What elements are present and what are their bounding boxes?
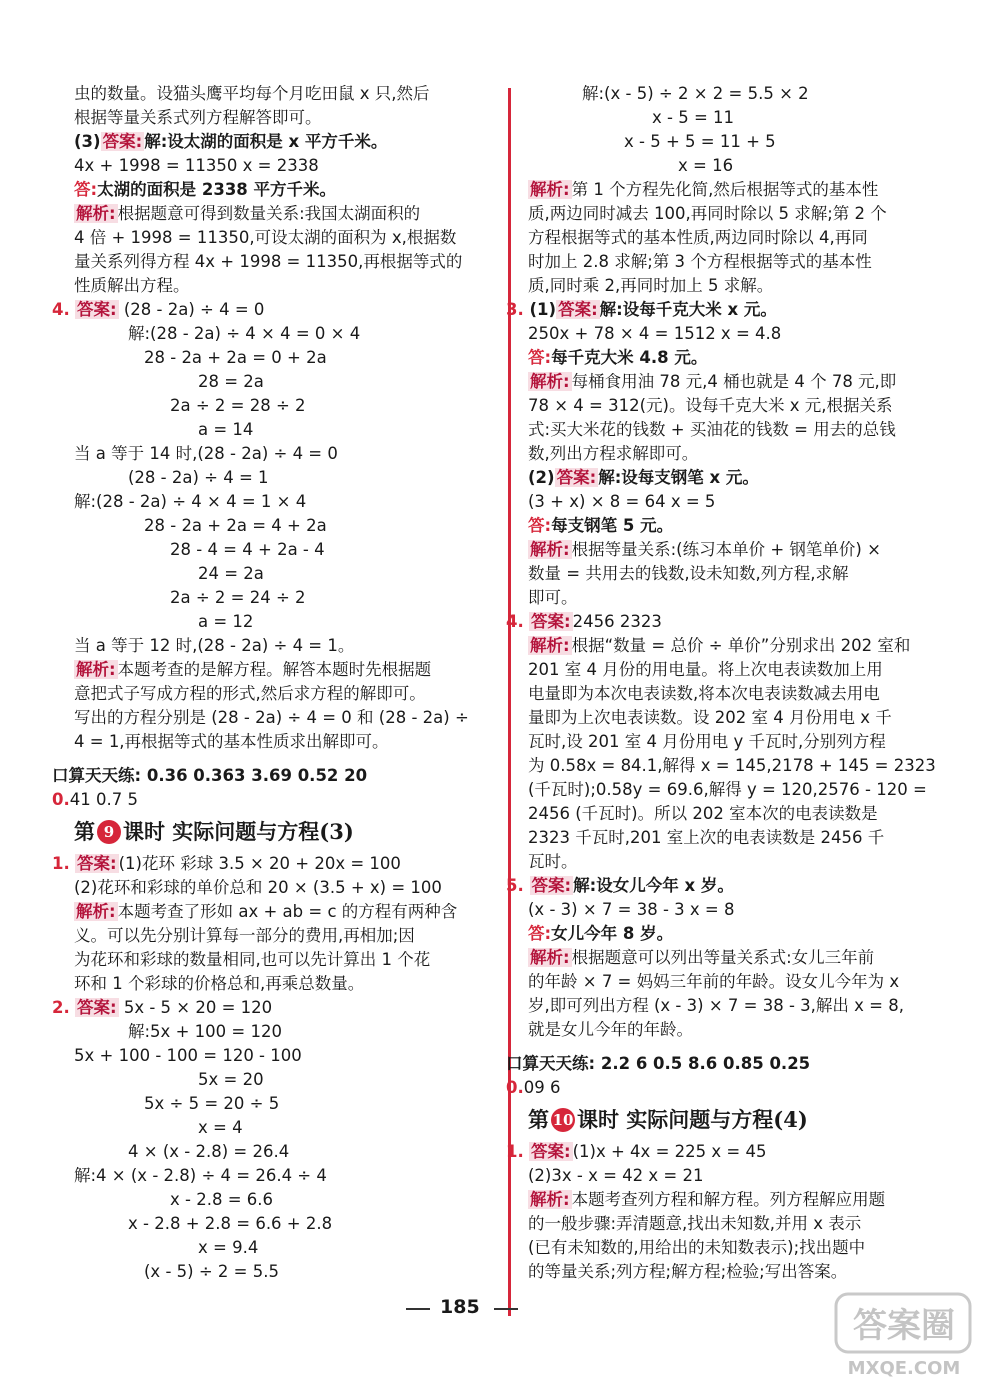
text-line: 2a ÷ 2 = 24 ÷ 2 [170, 588, 306, 607]
text-line: 解析: 本题考查了形如 ax + ab = c 的方程有两种含 [76, 902, 458, 921]
text-line: 250x + 78 × 4 = 1512 x = 4.8 [528, 324, 782, 343]
text-line: 时加上 2.8 求解;第 3 个方程根据等式的基本性 [528, 252, 872, 271]
text-line: 解析: 每桶食用油 78 元,4 桶也就是 4 个 78 元,即 [530, 372, 897, 391]
text-line: 解析: 根据题意可得到数量关系:我国太湖面积的 [76, 204, 421, 223]
text-line: 201 室 4 月份的用电量。将上次电表读数加上用 [528, 660, 883, 679]
text-line: 解:(x - 5) ÷ 2 × 2 = 5.5 × 2 [582, 84, 809, 103]
text-line: 量关系列得方程 4x + 1998 = 11350,再根据等式的 [74, 252, 463, 271]
watermark-logo [834, 1288, 974, 1384]
text-line: x - 5 + 5 = 11 + 5 [624, 132, 776, 151]
text-line: x - 2.8 + 2.8 = 6.6 + 2.8 [128, 1214, 333, 1233]
text-line: 2323 千瓦时,201 室上次的电表读数是 2456 千 [528, 828, 885, 847]
text-line: 岁,即可列出方程 (x - 3) × 7 = 38 - 3,解出 x = 8, [528, 996, 904, 1015]
text-line: x - 2.8 = 6.6 [170, 1190, 274, 1209]
text-line: a = 12 [198, 612, 254, 631]
lesson-heading: 第 9 课时 实际问题与方程(3) [74, 819, 354, 844]
text-line: 3. (1) 答案: 解:设每千克大米 x 元。 [506, 300, 777, 319]
right-column [506, 82, 966, 1284]
text-line: 0.09 6 [506, 1078, 561, 1097]
text-line: 当 a 等于 14 时,(28 - 2a) ÷ 4 = 0 [74, 444, 338, 463]
text-line: (3) 答案: 解:设太湖的面积是 x 平方千米。 [74, 132, 388, 151]
text-line: 5. 答案: 解:设女儿今年 x 岁。 [506, 876, 734, 895]
text-line: (已有未知数的,用给出的未知数表示);找出题中 [528, 1238, 866, 1257]
left-column [52, 82, 514, 1284]
text-line: 答:每支钢笔 5 元。 [528, 516, 674, 535]
text-line [528, 1042, 966, 1052]
text-line: x = 16 [678, 156, 734, 175]
text-line: 解:(28 - 2a) ÷ 4 × 4 = 0 × 4 [128, 324, 361, 343]
text-line: 4. 答案: 2456 2323 [506, 612, 662, 631]
text-line: 2a ÷ 2 = 28 ÷ 2 [170, 396, 306, 415]
text-line: 当 a 等于 12 时,(28 - 2a) ÷ 4 = 1。 [74, 636, 355, 655]
text-line: 解:5x + 100 = 120 [128, 1022, 282, 1041]
watermark-url: MXQE.COM [847, 1358, 961, 1379]
text-line: 1. 答案: (1)x + 4x = 225 x = 45 [506, 1142, 767, 1161]
text-line: 就是女儿今年的年龄。 [528, 1020, 693, 1039]
text-line: a = 14 [198, 420, 254, 439]
text-line: 性质解出方程。 [74, 276, 190, 295]
text-line [74, 754, 514, 764]
text-line: 写出的方程分别是 (28 - 2a) ÷ 4 = 0 和 (28 - 2a) ÷ [74, 708, 469, 727]
text-line: x - 5 = 11 [652, 108, 735, 127]
text-line: 5x + 100 - 100 = 120 - 100 [74, 1046, 302, 1065]
text-line: 为 0.58x = 84.1,解得 x = 145,2178 + 145 = 2323 [528, 756, 936, 775]
text-line: 意把式子写成方程的形式,然后求方程的解即可。 [74, 684, 426, 703]
text-line: 数,列出方程求解即可。 [528, 444, 699, 463]
text-line: x = 9.4 [198, 1238, 259, 1257]
text-line: 口算天天练: 0.36 0.363 3.69 0.52 20 [52, 766, 368, 785]
text-line: 2456 (千瓦时)。所以 202 室本次的电表读数是 [528, 804, 878, 823]
text-line: 28 = 2a [198, 372, 264, 391]
text-line: (2)花环和彩球的单价总和 20 × (3.5 + x) = 100 [74, 878, 442, 897]
page-number: 185 [440, 1296, 480, 1318]
text-line: 4. 答案: (28 - 2a) ÷ 4 = 0 [52, 300, 265, 319]
text-line: 量即为上次电表读数。设 202 室 4 月份用电 x 千 [528, 708, 892, 727]
text-line: 4x + 1998 = 11350 x = 2338 [74, 156, 319, 175]
text-line: 28 - 2a + 2a = 0 + 2a [144, 348, 327, 367]
text-line: 电量即为本次电表读数,将本次电表读数减去用电 [528, 684, 880, 703]
text-line: 解:4 × (x - 2.8) ÷ 4 = 26.4 ÷ 4 [74, 1166, 327, 1185]
text-line: x = 4 [198, 1118, 243, 1137]
text-line: 解析: 第 1 个方程先化简,然后根据等式的基本性 [530, 180, 879, 199]
lesson-heading: 第 10 课时 实际问题与方程(4) [528, 1107, 808, 1132]
text-line: 虫的数量。设猫头鹰平均每个月吃田鼠 x 只,然后 [74, 84, 430, 103]
text-line: 答:太湖的面积是 2338 平方千米。 [74, 180, 337, 199]
text-line: 即可。 [528, 588, 578, 607]
text-line: 28 - 2a + 2a = 4 + 2a [144, 516, 327, 535]
text-line: 瓦时,设 201 室 4 月份用电 y 千瓦时,分别列方程 [528, 732, 886, 751]
text-line: 2. 答案: 5x - 5 × 20 = 120 [52, 998, 273, 1017]
text-line: 质,同时乘 2,再同时加上 5 求解。 [528, 276, 774, 295]
text-line: (x - 5) ÷ 2 = 5.5 [144, 1262, 279, 1281]
text-line: 的等量关系;列方程;解方程;检验;写出答案。 [528, 1262, 848, 1281]
text-line: 解析: 本题考查列方程和解方程。列方程解应用题 [530, 1190, 886, 1209]
text-line: (x - 3) × 7 = 38 - 3 x = 8 [528, 900, 735, 919]
text-line: 24 = 2a [198, 564, 264, 583]
text-line: 0.41 0.7 5 [52, 790, 138, 809]
text-line: 4 倍 + 1998 = 11350,可设太湖的面积为 x,根据数 [74, 228, 457, 247]
text-line: 口算天天练: 2.2 6 0.5 8.6 0.85 0.25 [506, 1054, 811, 1073]
text-line: 解:(28 - 2a) ÷ 4 × 4 = 1 × 4 [74, 492, 307, 511]
text-line: 方程根据等式的基本性质,两边同时除以 4,再同 [528, 228, 868, 247]
text-line: 为花环和彩球的数量相同,也可以先计算出 1 个花 [74, 950, 431, 969]
text-line: 1. 答案: (1)花环 彩球 3.5 × 20 + 20x = 100 [52, 854, 401, 873]
text-line: 义。可以先分别计算每一部分的费用,再相加;因 [74, 926, 415, 945]
watermark-text: 答案圈 [853, 1306, 955, 1346]
text-line: 解析: 根据题意可以列出等量关系式:女儿三年前 [530, 948, 875, 967]
text-line: (千瓦时);0.58y = 69.6,解得 y = 120,2576 - 120 = [528, 780, 927, 799]
text-line: 4 × (x - 2.8) = 26.4 [128, 1142, 290, 1161]
text-line: 5x = 20 [198, 1070, 264, 1089]
text-line: 28 - 4 = 4 + 2a - 4 [170, 540, 325, 559]
text-line: 解析: 根据“数量 = 总价 ÷ 单价”分别求出 202 室和 [530, 636, 911, 655]
text-line: 环和 1 个彩球的价格总和,再乘总数量。 [74, 974, 365, 993]
text-line: 答:每千克大米 4.8 元。 [528, 348, 708, 367]
text-line: 4 = 1,再根据等式的基本性质求出解即可。 [74, 732, 389, 751]
text-line: 5x ÷ 5 = 20 ÷ 5 [144, 1094, 280, 1113]
text-line: (2)3x - x = 42 x = 21 [528, 1166, 704, 1185]
text-line: 78 × 4 = 312(元)。设每千克大米 x 元,根据关系 [528, 396, 893, 415]
text-line: 解析: 本题考查的是解方程。解答本题时先根据题 [76, 660, 432, 679]
text-line: (3 + x) × 8 = 64 x = 5 [528, 492, 716, 511]
text-line: 质,两边同时减去 100,再同时除以 5 求解;第 2 个 [528, 204, 887, 223]
text-line: 答:女儿今年 8 岁。 [528, 924, 674, 943]
text-line: 根据等量关系式列方程解答即可。 [74, 108, 322, 127]
text-line: 的年龄 × 7 = 妈妈三年前的年龄。设女儿今年为 x [528, 972, 900, 991]
text-line: 的一般步骤:弄清题意,找出未知数,并用 x 表示 [528, 1214, 862, 1233]
text-line: 数量 = 共用去的钱数,设未知数,列方程,求解 [528, 564, 849, 583]
text-line: (28 - 2a) ÷ 4 = 1 [128, 468, 269, 487]
text-line: 式:买大米花的钱数 + 买油花的钱数 = 用去的总钱 [528, 420, 896, 439]
text-line: 瓦时。 [528, 852, 578, 871]
text-line: (2) 答案: 解:设每支钢笔 x 元。 [528, 468, 759, 487]
text-line: 解析: 根据等量关系:(练习本单价 + 钢笔单价) × [530, 540, 881, 559]
